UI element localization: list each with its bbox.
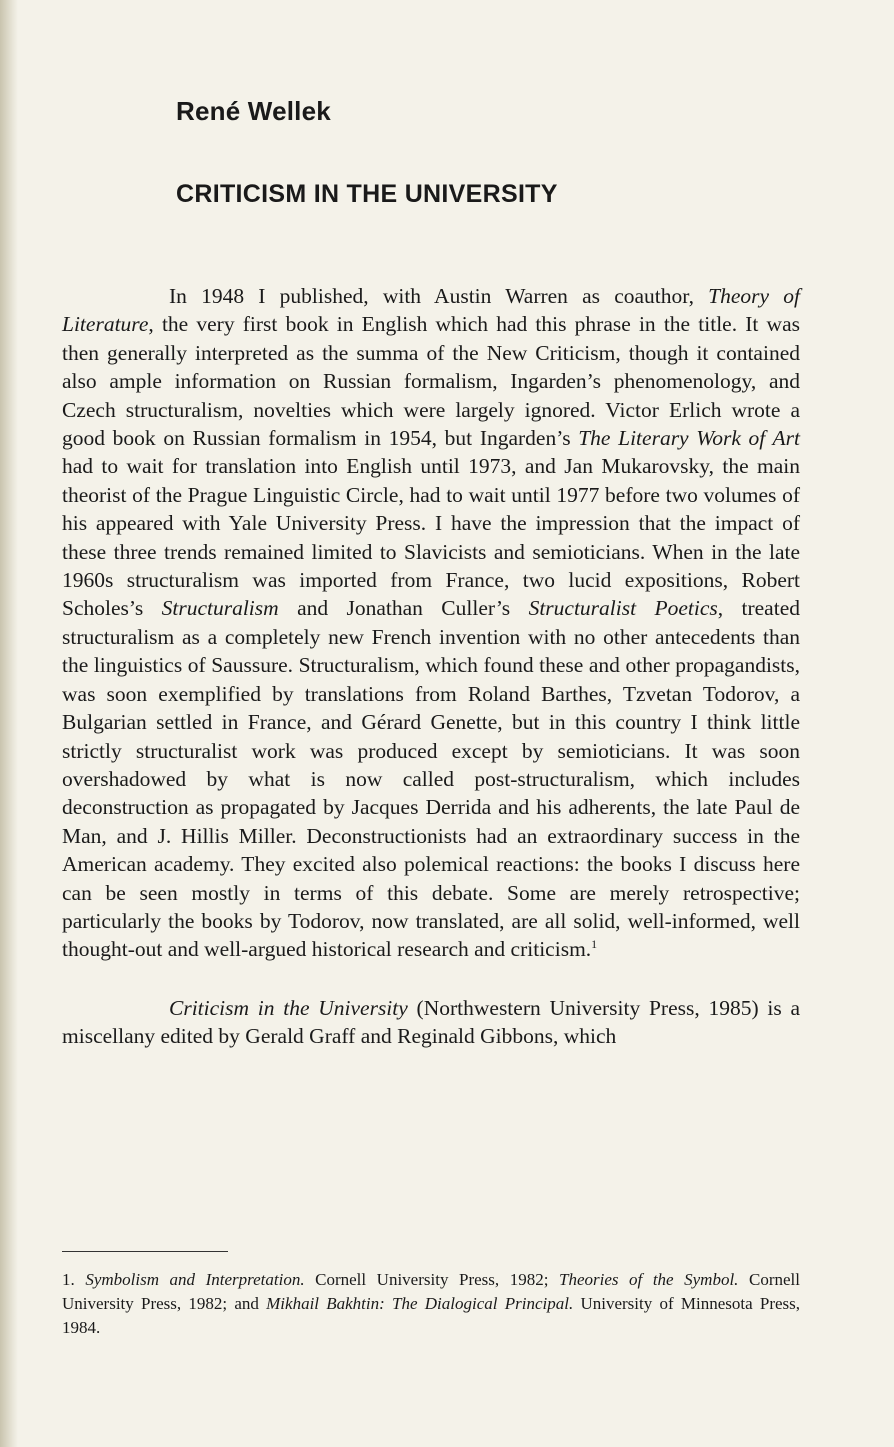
text-segment: (Northwestern University Press, 1985) is a miscellany edited by Gerald Graff and Reginald Gibbons, which	[62, 995, 800, 1049]
text-segment: Cornell University Press, 1982;	[304, 1270, 559, 1289]
paragraph-2	[62, 994, 800, 1051]
italic-title-segment: Structuralist Poetics	[528, 596, 718, 621]
italic-title-segment: Theory of Literature	[62, 284, 800, 337]
text-segment: , the very first book in English which had this phrase in the title. It was then generally interpreted as the summa of the New Criticism, though it contained also ample information on Russian formalism, Ingarden’s phenomenology, and Czech structuralism, novelties which were largely ignored. Victor Erlich wrote a good book on Russian formalism in 1954, but Ingarden’s	[62, 312, 800, 451]
italic-title-segment: Criticism in the University	[169, 995, 408, 1020]
text-segment: and Jonathan Culler’s	[278, 596, 529, 621]
italic-title-segment: Structuralism	[161, 596, 279, 621]
footnote-ref: 1	[591, 937, 598, 952]
text-segment: had to wait for translation into English until 1973, and Jan Mukarovsky, the main theorist of the Prague Linguistic Circle, had to wait until 1977 before two volumes of his appeared with Yale University Press. I have the impression that the impact of these three trends remained limited to Slavicists and semioticians. When in the late 1960s structuralism was imported from France, two lucid expositions, Robert Scholes’s	[62, 454, 800, 621]
chapter-title: CRITICISM IN THE UNIVERSITY	[176, 180, 558, 208]
page-spine-shadow	[0, 0, 18, 1447]
italic-title-segment: Mikhail Bakhtin: The Dialogical Principal.	[266, 1294, 574, 1313]
paragraph-1	[62, 282, 800, 964]
footnote-1	[62, 1268, 800, 1340]
text-segment: , treated structuralism as a completely new French invention with no other antecedents than the linguistics of Saussure. Structuralism, which found these and other propagandists, was soon exemplified by translations from Roland Barthes, Tzvetan Todorov, a Bulgarian settled in France, and Gérard Genette, but in this country I think little strictly structuralist work was produced except by semioticians. It was soon overshadowed by what is now called post-structuralism, which includes deconstruction as propagated by Jacques Derrida and his adherents, the late Paul de Man, and J. Hillis Miller. Deconstructionists had an extraordinary success in the American academy. They excited also polemical reactions: the books I discuss here can be seen mostly in terms of this debate. Some are merely retrospective; particularly the books by Todorov, now translated, are all solid, well-informed, well thought-out and well-argued historical research and criticism.	[62, 596, 800, 962]
author-name: René Wellek	[176, 96, 331, 126]
text-segment: 1.	[62, 1270, 86, 1289]
text-segment: Cornell University Press, 1982; and	[62, 1270, 800, 1313]
footnote-rule	[62, 1251, 228, 1252]
italic-title-segment: Theories of the Symbol.	[558, 1270, 739, 1289]
italic-title-segment: The Literary Work of Art	[578, 426, 800, 451]
text-segment: In 1948 I published, with Austin Warren as coauthor,	[169, 284, 709, 308]
italic-title-segment: Symbolism and Interpretation.	[85, 1270, 305, 1289]
text-segment: University of Minnesota Press, 1984.	[62, 1294, 801, 1337]
body-text	[62, 282, 800, 1051]
footnote	[62, 1268, 800, 1340]
